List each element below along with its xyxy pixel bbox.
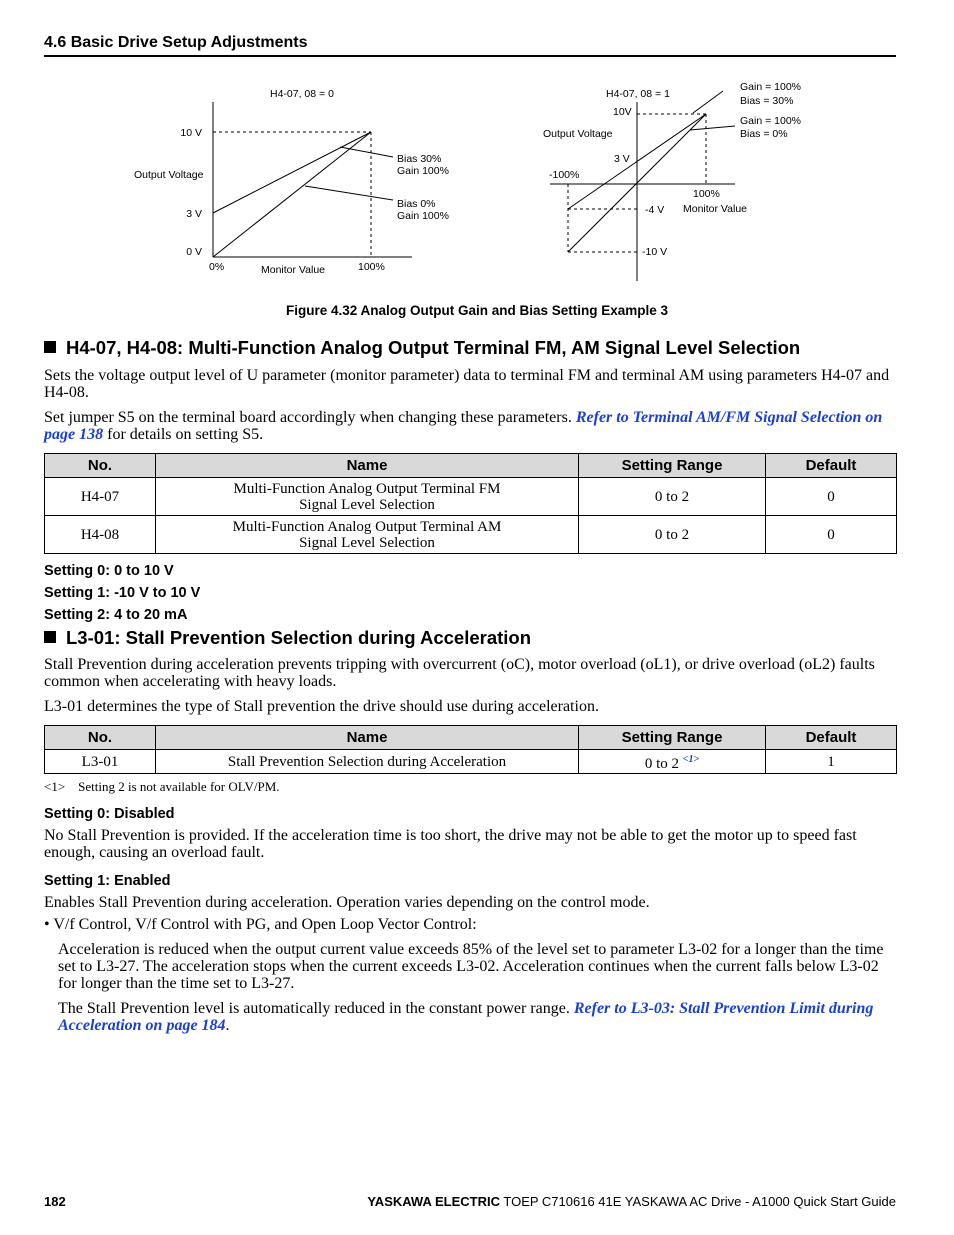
- table-header-no: No.: [45, 454, 156, 478]
- left-y-tick-3v: 3 V: [186, 208, 202, 220]
- left-leader-bias0: [305, 186, 393, 200]
- paragraph-text: for details on setting S5.: [103, 426, 264, 443]
- cell-name-line: Multi-Function Analog Output Terminal FM: [233, 480, 501, 497]
- right-y-label: Output Voltage: [543, 128, 613, 140]
- right-x-label: Monitor Value: [683, 203, 748, 215]
- left-x-tick-0: 0%: [209, 261, 225, 273]
- gain-bias-figure: [120, 78, 840, 288]
- footer-doc: TOEP C710616 41E YASKAWA AC Drive - A1000 Quick Start Guide: [500, 1194, 896, 1209]
- left-annot-1a: Bias 30%: [397, 153, 442, 165]
- right-y-tick-3v: 3 V: [614, 153, 630, 165]
- setting-0-heading: Setting 0: Disabled: [44, 806, 175, 822]
- paragraph: L3-01 determines the type of Stall prevention the drive should use during acceleration.: [44, 698, 599, 715]
- table-header-default: Default: [766, 454, 897, 478]
- table-header-name: Name: [156, 726, 579, 750]
- parameter-table-l3: [44, 725, 897, 774]
- indented-paragraph: [58, 1000, 896, 1034]
- left-line-bias0: [213, 132, 371, 257]
- setting-1-label: Setting 1: -10 V to 10 V: [44, 585, 201, 601]
- footer-text: [367, 1194, 896, 1209]
- table-row: [45, 750, 897, 774]
- section-heading-text: H4-07, H4-08: Multi-Function Analog Output Terminal FM, AM Signal Level Selection: [66, 337, 801, 358]
- cell-name-line: Signal Level Selection: [299, 534, 435, 551]
- table-footnote: <1> Setting 2 is not available for OLV/PM.: [44, 779, 280, 794]
- paragraph: No Stall Prevention is provided. If the acceleration time is too short, the drive may not be able to get the motor up to speed fast enough, causing an overload fault.: [44, 827, 857, 861]
- paragraph: Sets the voltage output level of U parameter (monitor parameter) data to terminal FM and terminal AM using parameters H4-07 and H4-08.: [44, 367, 890, 401]
- cell-no: H4-07: [45, 478, 156, 516]
- setting-2-label: Setting 2: 4 to 20 mA: [44, 607, 188, 623]
- link-l3-03[interactable]: Refer to L3-03: Stall Prevention Limit during Acceleration on page 184: [58, 1000, 874, 1034]
- cell-range: [579, 750, 766, 774]
- cell-no: H4-08: [45, 516, 156, 554]
- right-y-tick-neg4v: -4 V: [645, 204, 665, 216]
- cell-name-line: Signal Level Selection: [299, 496, 435, 513]
- left-y-tick-0v: 0 V: [186, 246, 202, 258]
- parameter-table-h4: [44, 453, 897, 554]
- left-annot-1b: Gain 100%: [397, 165, 449, 177]
- left-y-label: Output Voltage: [134, 169, 204, 181]
- indented-paragraph: Acceleration is reduced when the output current value exceeds 85% of the level set to parameter L3-02 for a longer than the time set to L3-27. The acceleration stops when the current exceeds L3-02. Acceleration continues when the current falls below L3-02 for longer than the time set to L3-27.: [58, 941, 884, 992]
- table-header-range: Setting Range: [579, 726, 766, 750]
- left-leader-bias30: [340, 147, 393, 157]
- table-header-row: [45, 726, 897, 750]
- table-row: [45, 478, 897, 516]
- left-y-tick-10v: 10 V: [180, 127, 202, 139]
- right-y-tick-10v: 10V: [613, 106, 632, 118]
- right-leader-bias0: [690, 126, 735, 130]
- right-y-tick-neg10v: -10 V: [642, 246, 668, 258]
- cell-range: 0 to 2: [579, 516, 766, 554]
- right-x-tick-neg100: -100%: [549, 169, 580, 181]
- paragraph: Enables Stall Prevention during acceleration. Operation varies depending on the control mode.: [44, 894, 650, 911]
- page-number: 182: [44, 1194, 66, 1209]
- table-header-no: No.: [45, 726, 156, 750]
- paragraph-text: Set jumper S5 on the terminal board accordingly when changing these parameters.: [44, 409, 576, 426]
- footer-brand: YASKAWA ELECTRIC: [367, 1194, 500, 1209]
- table-header-default: Default: [766, 726, 897, 750]
- cell-no: L3-01: [45, 750, 156, 774]
- section-heading-h4-07: [44, 337, 800, 359]
- cell-default: 1: [766, 750, 897, 774]
- section-header: 4.6 Basic Drive Setup Adjustments: [44, 34, 308, 51]
- cell-default: 0: [766, 478, 897, 516]
- setting-1-heading: Setting 1: Enabled: [44, 873, 171, 889]
- paragraph: [44, 409, 896, 443]
- right-chart-title: H4-07, 08 = 1: [606, 88, 670, 100]
- paragraph: Stall Prevention during acceleration prevents tripping with overcurrent (oC), motor overload (oL1), or drive overload (oL2) faults common when accelerating with heavy loads.: [44, 656, 875, 690]
- right-annot-2a: Gain = 100%: [740, 115, 802, 127]
- paragraph-text: .: [225, 1017, 230, 1034]
- bullet-item: • V/f Control, V/f Control with PG, and Open Loop Vector Control:: [44, 916, 477, 933]
- right-annot-1a: Gain = 100%: [740, 81, 802, 93]
- table-row: [45, 516, 897, 554]
- left-chart-title: H4-07, 08 = 0: [270, 88, 334, 100]
- figure-caption: Figure 4.32 Analog Output Gain and Bias Setting Example 3: [285, 303, 669, 318]
- heading-square-icon: [44, 631, 56, 643]
- link-terminal-am-fm[interactable]: Refer to Terminal AM/FM Signal Selection on page 138: [44, 409, 883, 443]
- right-leader-bias30: [693, 91, 723, 113]
- cell-range: 0 to 2: [579, 478, 766, 516]
- cell-name-line: Multi-Function Analog Output Terminal AM: [232, 518, 502, 535]
- cell-name: Stall Prevention Selection during Acceleration: [156, 750, 579, 774]
- left-line-bias30: [213, 132, 371, 213]
- right-x-tick-100: 100%: [693, 188, 720, 200]
- cell-range-text: 0 to 2: [644, 755, 683, 772]
- left-annot-2b: Gain 100%: [397, 210, 449, 222]
- table-header-name: Name: [156, 454, 579, 478]
- cell-name: [156, 516, 579, 554]
- left-x-label: Monitor Value: [261, 264, 326, 276]
- right-annot-2b: Bias = 0%: [740, 128, 788, 140]
- table-header-row: [45, 454, 897, 478]
- left-chart: [213, 102, 412, 257]
- section-heading-text: L3-01: Stall Prevention Selection during Acceleration: [66, 627, 532, 648]
- heading-square-icon: [44, 341, 56, 353]
- left-annot-2a: Bias 0%: [397, 198, 436, 210]
- paragraph-text: The Stall Prevention level is automatically reduced in the constant power range.: [58, 1000, 574, 1017]
- cell-default: 0: [766, 516, 897, 554]
- setting-0-label: Setting 0: 0 to 10 V: [44, 563, 174, 579]
- left-x-tick-100: 100%: [358, 261, 385, 273]
- section-heading-l3-01: [44, 627, 531, 649]
- right-annot-1b: Bias = 30%: [740, 95, 794, 107]
- footnote-ref-link[interactable]: <1>: [682, 753, 700, 765]
- header-rule: [44, 55, 896, 57]
- cell-name: [156, 478, 579, 516]
- table-header-range: Setting Range: [579, 454, 766, 478]
